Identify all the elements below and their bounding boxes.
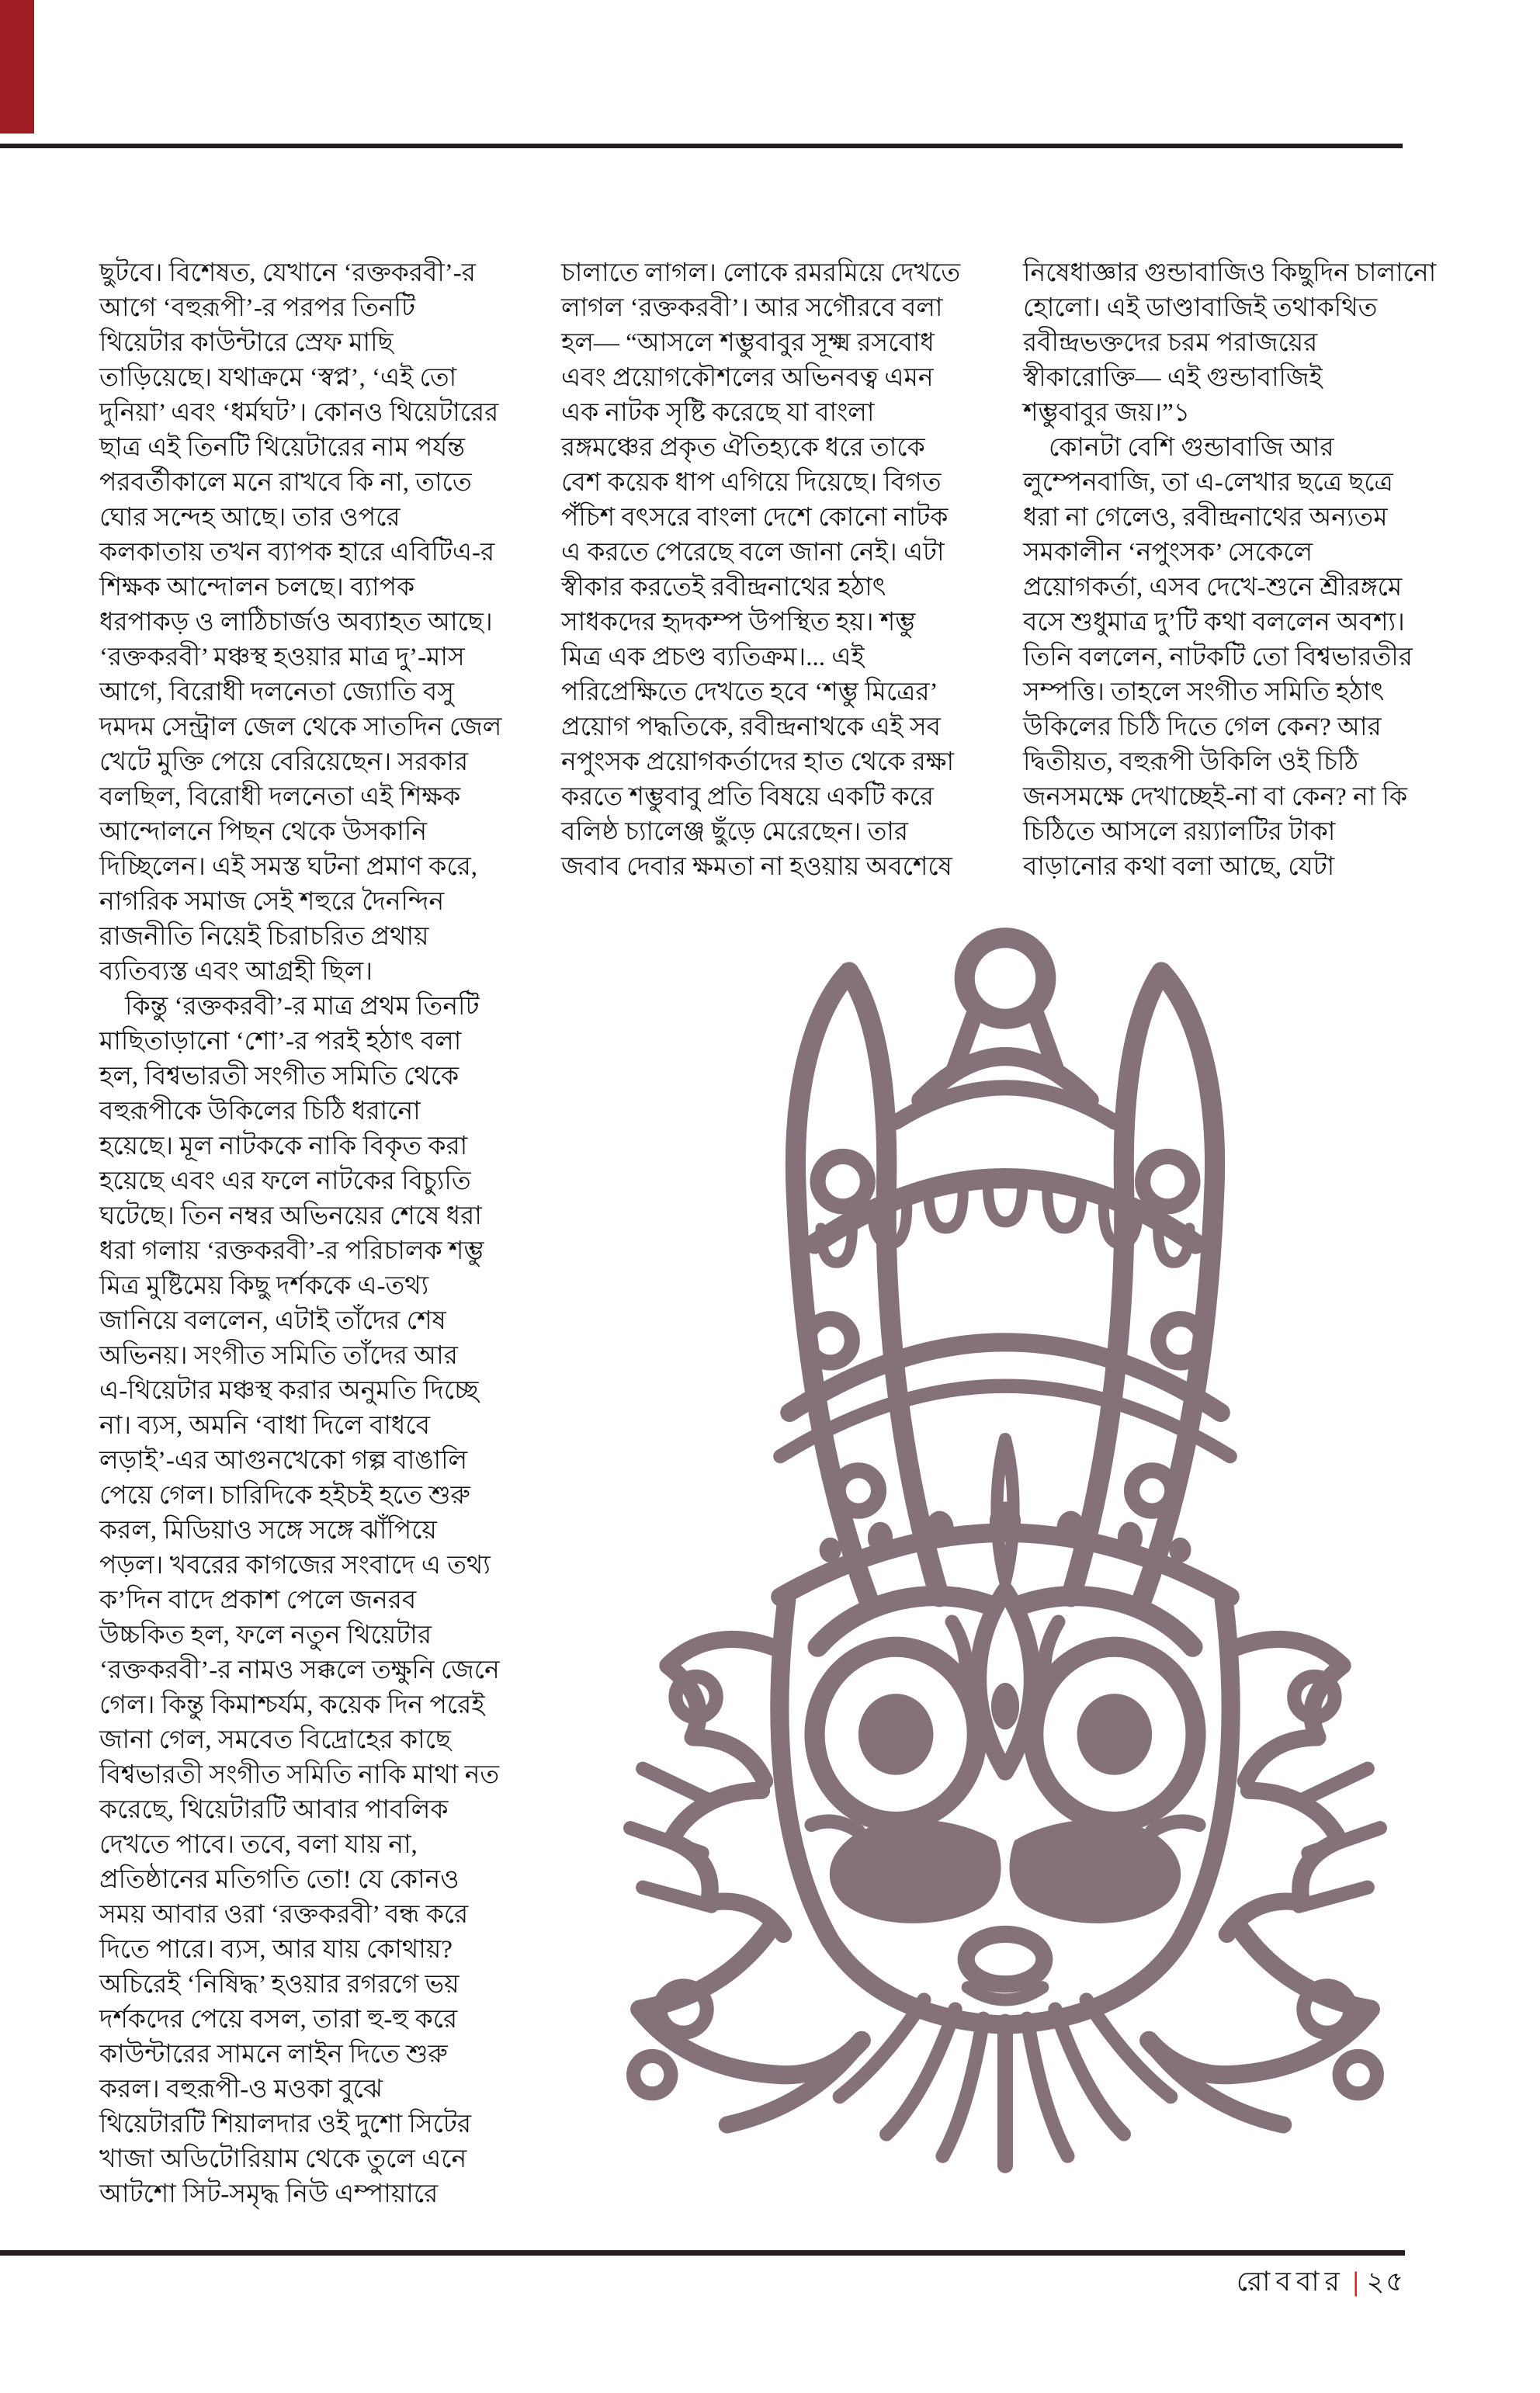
text-line: মিত্র এক প্রচণ্ড ব্যতিক্রম।... এই [561,643,865,671]
text-line: খাজা অডিটোরিয়াম থেকে তুলে এনে [99,2145,467,2173]
text-line: সম্পত্তি। তাহলে সংগীত সমিতি হঠাৎ [1023,678,1385,706]
text-line: নিষেধাজ্ঞার গুন্ডাবাজিও কিছুদিন চালানো [1023,259,1437,287]
text-line: বলিষ্ঠ চ্যালেঞ্জ ছুঁড়ে মেরেছেন। তার [561,818,909,846]
text-line: কাউন্টারের সামনে লাইন দিতে শুরু [99,2041,448,2069]
text-line: মাছিতাড়ানো ‘শো’-র পরই হঠাৎ বলা [99,1028,462,1056]
text-line: ধরা গলায় ‘রক্তকরবী’-র পরিচালক শম্ভু [99,1237,484,1265]
text-line: হয়েছে এবং এর ফলে নাটকের বিচ্যুতি [99,1167,471,1195]
text-line: রাজনীতি নিয়েই চিরাচরিত প্রথায় [99,923,429,951]
text-line: বেশ কয়েক ধাপ এগিয়ে দিয়েছে। বিগত [561,469,942,497]
text-line: স্বীকার করতেই রবীন্দ্রনাথের হঠাৎ [561,574,886,602]
text-column-1 [99,256,500,2212]
text-line: না। ব্যস, অমনি ‘বাধা দিলে বাধবে [99,1412,431,1440]
text-line: দিতে পারে। ব্যস, আর যায় কোথায়? [99,1936,453,1964]
text-line: নপুংসক প্রয়োগকর্তাদের হাত থেকে রক্ষা [561,748,955,776]
footer-separator: | [1352,2266,1359,2297]
text-line: লাগল ‘রক্তকরবী’। আর সগৌরবে বলা [561,294,943,322]
text-line: কোনটা বেশি গুন্ডাবাজি আর [1023,434,1334,462]
text-line: রবীন্দ্রভক্তদের চরম পরাজয়ের [1023,329,1318,357]
text-line: শিক্ষক আন্দোলন চলছে। ব্যাপক [99,574,415,602]
top-rule [0,144,1403,148]
spine-red-tab [0,0,34,134]
text-line: ঘটেছে। তিন নম্বর অভিনয়ের শেষে ধরা [99,1202,482,1230]
text-line: লড়াই’-এর আগুনখেকো গল্প বাঙালি [99,1447,468,1475]
demon-mask-illustration [547,916,1463,2197]
text-line: বিশ্বভারতী সংগীত সমিতি নাকি মাথা নত [99,1761,500,1789]
text-line: ঘোর সন্দেহ আছে। তার ওপরে [99,504,401,532]
text-line: এবং প্রয়োগকৌশলের অভিনবত্ব এমন [561,364,934,392]
text-line: প্রয়োগকর্তা, এসব দেখে-শুনে শ্রীরঙ্গমে [1023,574,1403,602]
text-line: হয়েছে। মূল নাটককে নাকি বিকৃত করা [99,1132,468,1160]
text-line: রঙ্গমঞ্চের প্রকৃত ঐতিহ্যকে ধরে তাকে [561,434,925,462]
text-line: মিত্র মুষ্টিমেয় কিছু দর্শককে এ-তথ্য [99,1272,429,1300]
text-line: প্রতিষ্ঠানের মতিগতি তো! যে কোনও [99,1866,460,1894]
text-line: ছুটবে। বিশেষত, যেখানে ‘রক্তকরবী’-র [99,259,476,287]
bottom-rule [0,2250,1405,2256]
text-line: আন্দোলনে পিছন থেকে উসকানি [99,818,428,846]
text-line: শম্ভুবাবুর জয়।”১ [1023,399,1191,427]
text-line: বহুরূপীকে উকিলের চিঠি ধরানো [99,1098,421,1125]
text-line: করেছে, থিয়েটারটি আবার পাবলিক [99,1796,449,1824]
text-line: দমদম সেন্ট্রাল জেল থেকে সাতদিন জেল [99,713,502,741]
text-line: চিঠিতে আসলে রয়্যালটির টাকা [1023,818,1336,846]
text-line: এ-থিয়েটার মঞ্চস্থ করার অনুমতি দিচ্ছে [99,1377,479,1405]
text-line: উকিলের চিঠি দিতে গেল কেন? আর [1023,713,1382,741]
text-column-2 [561,256,966,885]
text-line: আগে, বিরোধী দলনেতা জ্যোতি বসু [99,678,454,706]
text-line: লুম্পেনবাজি, তা এ-লেখার ছত্রে ছত্রে [1023,469,1393,497]
footer-page-number: ২৫ [1366,2266,1405,2297]
text-line: অচিরেই ‘নিষিদ্ধ’ হওয়ার রগরগে ভয় [99,1971,460,1999]
text-line: উচ্চকিত হল, ফলে নতুন থিয়েটার [99,1621,432,1649]
text-line: দ্বিতীয়ত, বহুরূপী উকিলি ওই চিঠি [1023,748,1359,776]
text-line: এক নাটক সৃষ্টি করেছে যা বাংলা [561,399,875,427]
text-line: সাধকদের হৃদকম্প উপস্থিত হয়। শম্ভু [561,609,916,636]
text-line: জবাব দেবার ক্ষমতা না হওয়ায় অবশেষে [561,853,952,881]
text-line: অভিনয়। সংগীত সমিতি তাঁদের আর [99,1342,458,1370]
text-line: হল, বিশ্বভারতী সংগীত সমিতি থেকে [99,1063,460,1091]
text-line: আটশো সিট-সমৃদ্ধ নিউ এম্পায়ারে [99,2180,439,2208]
text-line: হল— “আসলে শম্ভুবাবুর সূক্ষ্ম রসবোধ [561,329,935,357]
text-line: ছাত্র এই তিনটি থিয়েটারের নাম পর্যন্ত [99,434,466,462]
text-line: প্রয়োগ পদ্ধতিকে, রবীন্দ্রনাথকে এই সব [561,713,942,741]
text-line: আগে ‘বহুরূপী’-র পরপর তিনটি [99,294,415,322]
text-line: বসে শুধুমাত্র দু’টি কথা বললেন অবশ্য। [1023,609,1405,636]
text-line: ব্যতিব্যস্ত এবং আগ্রহী ছিল। [99,958,373,986]
text-line: কিন্তু ‘রক্তকরবী’-র মাত্র প্রথম তিনটি [99,993,480,1021]
text-line: থিয়েটার কাউন্টারে স্রেফ মাছি [99,329,394,357]
text-line: দুনিয়া’ এবং ‘ধর্মঘট’। কোনও থিয়েটারের [99,399,499,427]
text-column-3 [1023,256,1442,885]
text-line: থিয়েটারটি শিয়ালদার ওই দুশো সিটের [99,2110,472,2138]
text-line: তিনি বললেন, নাটকটি তো বিশ্বভারতীর [1023,643,1413,671]
text-line: দর্শকদের পেয়ে বসল, তারা হু-হু করে [99,2006,458,2034]
text-line: দিচ্ছিলেন। এই সমস্ত ঘটনা প্রমাণ করে, [99,853,478,881]
text-line: জনসমক্ষে দেখাচ্ছেই-না বা কেন? না কি [1023,783,1408,811]
text-line: ‘রক্তকরবী’-র নামও সক্কলে তক্ষুনি জেনে [99,1656,500,1684]
text-line: করল, মিডিয়াও সঙ্গে সঙ্গে ঝাঁপিয়ে [99,1517,437,1545]
text-line: ক’দিন বাদে প্রকাশ পেলে জনরব [99,1587,417,1614]
text-line: জানা গেল, সমবেত বিদ্রোহের কাছে [99,1726,451,1754]
text-line: ধরপাকড় ও লাঠিচার্জও অব্যাহত আছে। [99,609,493,636]
text-line: স্বীকারোক্তি— এই গুন্ডাবাজিই [1023,364,1323,392]
text-line: কলকাতায় তখন ব্যাপক হারে এবিটিএ-র [99,539,495,567]
text-line: চালাতে লাগল। লোকে রমরমিয়ে দেখতে [561,259,961,287]
text-line: পেয়ে গেল। চারিদিকে হইচই হতে শুরু [99,1482,470,1510]
text-line: বাড়ানোর কথা বলা আছে, যেটা [1023,853,1335,881]
text-line: জানিয়ে বললেন, এটাই তাঁদের শেষ [99,1307,446,1335]
text-line: সময় আবার ওরা ‘রক্তকরবী’ বন্ধ করে [99,1901,469,1929]
text-line: গেল। কিন্তু কিমাশ্চর্যম, কয়েক দিন পরেই [99,1691,485,1719]
text-line: পঁচিশ বৎসরে বাংলা দেশে কোনো নাটক [561,504,949,532]
text-line: বলছিল, বিরোধী দলনেতা এই শিক্ষক [99,783,461,811]
text-line: হোলো। এই ডাণ্ডাবাজিই তথাকথিত [1023,294,1378,322]
page-footer [0,2263,1405,2301]
text-line: ধরা না গেলেও, রবীন্দ্রনাথের অন্যতম [1023,504,1388,532]
text-line: পরবর্তীকালে মনে রাখবে কি না, তাতে [99,469,472,497]
footer-wordmark: রোববার [1236,2266,1345,2297]
text-line: সমকালীন ‘নপুংসক’ সেকেলে [1023,539,1313,567]
text-line: করল। বহুরূপী-ও মওকা বুঝে [99,2076,383,2103]
text-line: দেখতে পাবে। তবে, বলা যায় না, [99,1831,418,1859]
text-line: পড়ল। খবরের কাগজের সংবাদে এ তথ্য [99,1552,491,1580]
demon-mask-icon [547,916,1463,2197]
text-line: তাড়িয়েছে। যথাক্রমে ‘স্বপ্ন’, ‘এই তো [99,364,457,392]
text-line: এ করতে পেরেছে বলে জানা নেই। এটা [561,539,945,567]
text-line: ‘রক্তকরবী’ মঞ্চস্থ হওয়ার মাত্র দু’-মাস [99,643,465,671]
text-line: করতে শম্ভুবাবু প্রতি বিষয়ে একটি করে [561,783,935,811]
text-line: পরিপ্রেক্ষিতে দেখতে হবে ‘শম্ভু মিত্রের’ [561,678,938,706]
text-line: খেটে মুক্তি পেয়ে বেরিয়েছেন। সরকার [99,748,469,776]
text-line: নাগরিক সমাজ সেই শহুরে দৈনন্দিন [99,888,445,916]
